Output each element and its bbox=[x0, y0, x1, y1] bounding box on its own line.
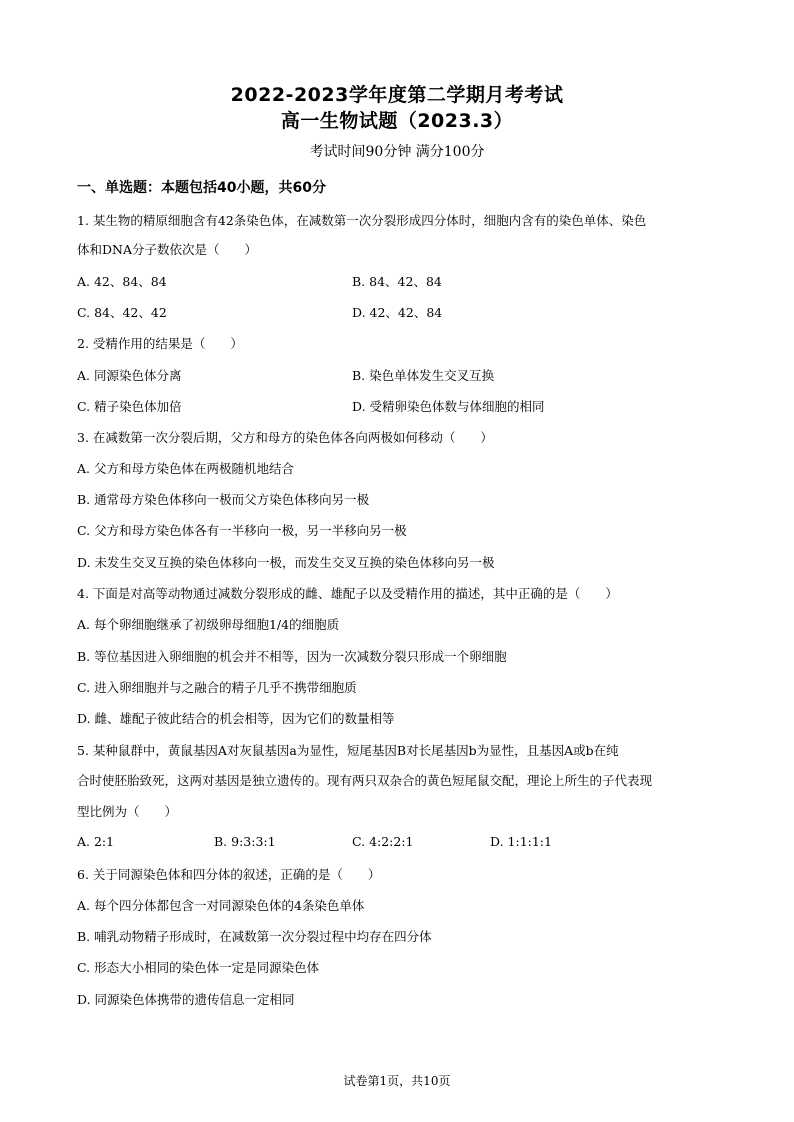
page-number: 试卷第1页，共10页 bbox=[343, 1074, 451, 1088]
question-6-option-d: D. 同源染色体携带的遗传信息一定相同 bbox=[77, 992, 295, 1007]
question-2-option-c: C. 精子染色体加倍 bbox=[77, 399, 182, 414]
question-5-stem-line-1: 5. 某种鼠群中，黄鼠基因A对灰鼠基因a为显性，短尾基因B对长尾基因b为显性，且基因A或b在纯 bbox=[77, 743, 619, 758]
question-3-option-c: C. 父方和母方染色体各有一半移向一极，另一半移向另一极 bbox=[77, 523, 407, 538]
question-1-option-b: B. 84、42、84 bbox=[352, 274, 442, 289]
question-1-option-a: A. 42、84、84 bbox=[77, 274, 167, 289]
question-3-stem: 3. 在减数第一次分裂后期，父方和母方的染色体各向两极如何移动（ ） bbox=[77, 430, 493, 445]
question-3-option-d: D. 未发生交叉互换的染色体移向一极，而发生交叉互换的染色体移向另一极 bbox=[77, 555, 495, 570]
question-1-option-d: D. 42、42、84 bbox=[352, 305, 443, 320]
question-4-stem: 4. 下面是对高等动物通过减数分裂形成的雌、雄配子以及受精作用的描述，其中正确的是（ ） bbox=[77, 586, 618, 601]
question-6-option-b: B. 哺乳动物精子形成时，在减数第一次分裂过程中均存在四分体 bbox=[77, 929, 432, 944]
exam-title: 2022-2023学年度第二学期月考考试 bbox=[230, 84, 564, 106]
question-5-option-d: D. 1:1:1:1 bbox=[490, 834, 552, 849]
question-5-stem-line-2: 合时使胚胎致死，这两对基因是独立遗传的。现有两只双杂合的黄色短尾鼠交配，理论上所生的子代表现 bbox=[77, 773, 653, 788]
question-5-option-c: C. 4:2:2:1 bbox=[352, 834, 414, 849]
question-3-option-b: B. 通常母方染色体移向一极而父方染色体移向另一极 bbox=[77, 492, 370, 507]
section-heading: 一、单选题：本题包括40小题，共60分 bbox=[77, 180, 326, 196]
exam-time-score: 考试时间90分钟 满分100分 bbox=[309, 144, 485, 160]
question-6-option-c: C. 形态大小相同的染色体一定是同源染色体 bbox=[77, 960, 320, 975]
question-4-option-b: B. 等位基因进入卵细胞的机会并不相等，因为一次减数分裂只形成一个卵细胞 bbox=[77, 649, 507, 664]
question-5-option-b: B. 9:3:3:1 bbox=[214, 834, 276, 849]
question-5-option-a: A. 2:1 bbox=[77, 834, 115, 849]
question-1-stem-line-2: 体和DNA分子数依次是（ ） bbox=[77, 242, 257, 257]
question-2-option-d: D. 受精卵染色体数与体细胞的相同 bbox=[352, 399, 545, 414]
question-2-stem: 2. 受精作用的结果是（ ） bbox=[77, 336, 243, 351]
question-5-stem-line-3: 型比例为（ ） bbox=[77, 804, 178, 819]
question-1-stem-line-1: 1. 某生物的精原细胞含有42条染色体，在减数第一次分裂形成四分体时，细胞内含有的染色单体、染色 bbox=[77, 213, 647, 228]
question-4-option-c: C. 进入卵细胞并与之融合的精子几乎不携带细胞质 bbox=[77, 680, 357, 695]
question-2-option-a: A. 同源染色体分离 bbox=[77, 368, 182, 383]
exam-subtitle: 高一生物试题（2023.3） bbox=[280, 110, 514, 132]
question-6-stem: 6. 关于同源染色体和四分体的叙述，正确的是（ ） bbox=[77, 867, 381, 882]
question-3-option-a: A. 父方和母方染色体在两极随机地结合 bbox=[77, 461, 294, 476]
question-2-option-b: B. 染色单体发生交叉互换 bbox=[352, 368, 495, 383]
question-4-option-d: D. 雌、雄配子彼此结合的机会相等，因为它们的数量相等 bbox=[77, 711, 395, 726]
question-1-option-c: C. 84、42、42 bbox=[77, 305, 167, 320]
question-4-option-a: A. 每个卵细胞继承了初级卵母细胞1/4的细胞质 bbox=[77, 617, 340, 632]
question-6-option-a: A. 每个四分体都包含一对同源染色体的4条染色单体 bbox=[77, 898, 365, 913]
